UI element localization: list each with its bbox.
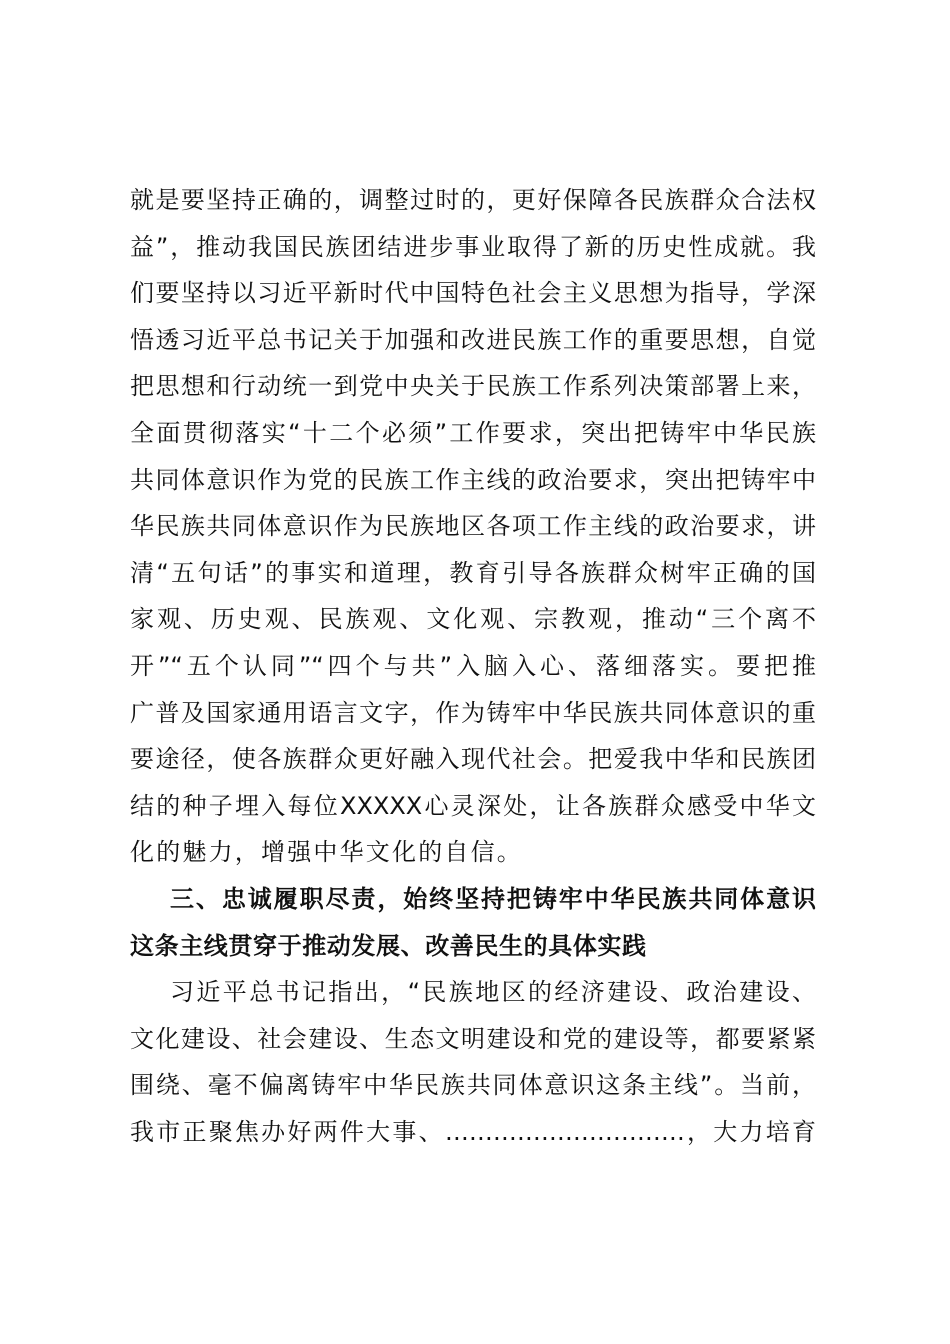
text-line: 就是要坚持正确的，调整过时的，更好保障各民族群众合法权 (130, 186, 816, 214)
paragraph-2 (130, 969, 816, 1155)
text-line: 结的种子埋入每位XXXXX心灵深处，让各族群众感受中华文 (130, 791, 816, 820)
text-line: 围绕、毫不偏离铸牢中华民族共同体意识这条主线”。当前， (130, 1071, 816, 1100)
document-page (130, 177, 816, 1155)
section-heading (130, 876, 816, 969)
text-line: 我市正聚焦办好两件大事、…………………………，大力培育 (130, 1117, 816, 1146)
text-line: 华民族共同体意识作为民族地区各项工作主线的政治要求，讲 (130, 512, 816, 541)
text-line: 要途径，使各族群众更好融入现代社会。把爱我中华和民族团 (130, 745, 816, 774)
text-line: 家观、历史观、民族观、文化观、宗教观，推动“三个离不 (130, 605, 816, 634)
text-line: 这条主线贯穿于推动发展、改善民生的具体实践 (130, 931, 647, 960)
paragraph-1 (130, 177, 816, 876)
text-line: 开”“五个认同”“四个与共”入脑入心、落细落实。要把推 (130, 651, 816, 680)
text-line: 广普及国家通用语言文字，作为铸牢中华民族共同体意识的重 (130, 698, 816, 727)
text-line: 全面贯彻落实“十二个必须”工作要求，突出把铸牢中华民族 (130, 418, 816, 447)
text-line: 文化建设、社会建设、生态文明建设和党的建设等，都要紧紧 (130, 1024, 816, 1053)
text-line: 清“五句话”的事实和道理，教育引导各族群众树牢正确的国 (130, 558, 816, 587)
text-line: 把思想和行动统一到党中央关于民族工作系列决策部署上来， (130, 372, 816, 401)
text-line: 习近平总书记指出，“民族地区的经济建设、政治建设、 (170, 978, 816, 1007)
text-line: 悟透习近平总书记关于加强和改进民族工作的重要思想，自觉 (130, 325, 816, 354)
text-line: 们要坚持以习近平新时代中国特色社会主义思想为指导，学深 (130, 279, 816, 308)
text-line: 益”，推动我国民族团结进步事业取得了新的历史性成就。我 (130, 232, 816, 261)
text-line: 三、忠诚履职尽责，始终坚持把铸牢中华民族共同体意识 (170, 884, 816, 913)
text-line: 化的魅力，增强中华文化的自信。 (130, 838, 523, 867)
text-line: 共同体意识作为党的民族工作主线的政治要求，突出把铸牢中 (130, 465, 816, 494)
